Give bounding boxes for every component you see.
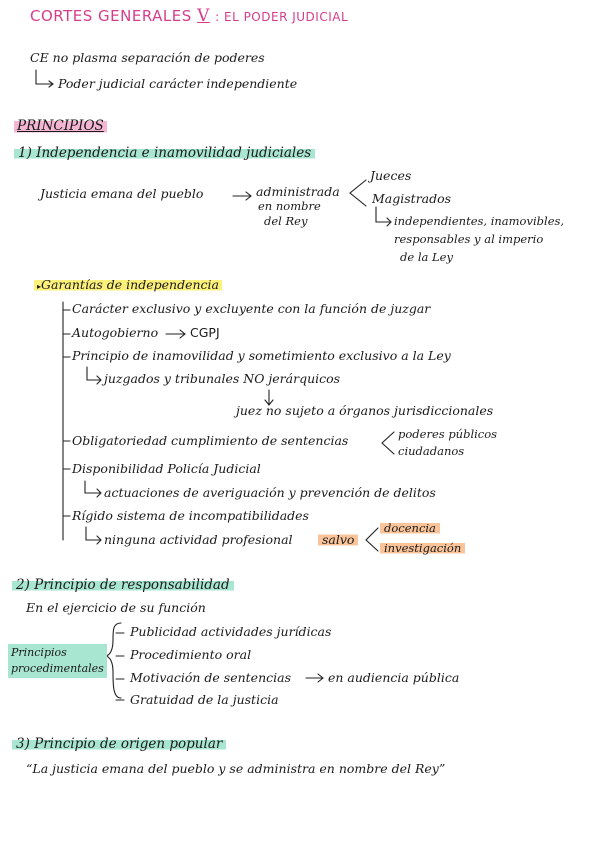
ejercicio-text: En el ejercicio de su función	[26, 600, 206, 615]
ninguna-text: ninguna actividad profesional	[104, 532, 293, 547]
independientes-line-1: independientes, inamovibles,	[394, 214, 565, 228]
justicia-text: Justicia emana del pueblo	[40, 186, 204, 201]
proc-gratuidad: Gratuidad de la justicia	[130, 692, 279, 707]
ciudadanos-text: ciudadanos	[398, 444, 465, 458]
jueces-text: Jueces	[370, 168, 412, 183]
poderes-text: poderes públicos	[398, 427, 498, 441]
principios-title	[14, 118, 107, 134]
section-2-heading	[12, 577, 234, 593]
quote-text: “La justicia emana del pueblo y se administra en nombre del Rey”	[26, 761, 446, 776]
garantia-obligatoriedad: Obligatoriedad cumplimiento de sentencias	[72, 433, 349, 448]
intro-line-2: Poder judicial carácter independiente	[58, 76, 298, 91]
section-1-heading	[14, 145, 315, 161]
garantia-rigido: Rígido sistema de incompatibilidades	[72, 508, 309, 523]
investigacion-text	[380, 541, 465, 555]
administrada-text: administrada	[256, 184, 340, 199]
garantias-heading-label: Garantías de independencia	[41, 277, 219, 292]
page-title	[30, 6, 348, 26]
docencia-text	[380, 521, 440, 535]
proc-motivacion: Motivación de sentencias	[130, 670, 291, 685]
audiencia-text: en audiencia pública	[328, 670, 460, 685]
principios-label-line-2: procedimentales	[11, 662, 104, 675]
intro-line-1: CE no plasma separación de poderes	[30, 50, 265, 65]
garantia-principio: Principio de inamovilidad y sometimiento exclusivo a la Ley	[72, 348, 451, 363]
section-2-heading-text: 2) Principio de responsabilidad	[12, 577, 234, 593]
actuaciones-text: actuaciones de averiguación y prevención de delitos	[104, 485, 436, 500]
independientes-line-2: responsables y al imperio	[394, 232, 544, 246]
docencia-label: docencia	[380, 521, 440, 535]
principios-label-line-1: Principios	[11, 646, 67, 659]
salvo-text	[318, 532, 358, 547]
title-roman-numeral: V	[197, 6, 210, 26]
garantias-heading-text: ▸Garantías de independencia	[34, 277, 222, 292]
proc-procedimiento-oral: Procedimiento oral	[130, 647, 252, 662]
principios-title-text: PRINCIPIOS	[14, 118, 107, 134]
section-1-heading-text: 1) Independencia e inamovilidad judiciales	[14, 145, 315, 161]
cgpj-text: CGPJ	[190, 325, 220, 340]
title-rest: : EL PODER JUDICIAL	[215, 10, 349, 24]
garantias-heading	[34, 277, 222, 292]
independientes-line-3: de la Ley	[400, 250, 453, 264]
principios-procedimentales-label	[8, 644, 107, 678]
proc-publicidad: Publicidad actividades jurídicas	[130, 624, 332, 639]
garantia-caracter: Carácter exclusivo y excluyente con la función de juzgar	[72, 301, 431, 316]
del-rey-text: del Rey	[264, 214, 308, 228]
investigacion-label: investigación	[380, 541, 465, 555]
garantia-autogobierno: Autogobierno	[72, 325, 159, 340]
section-3-heading-text: 3) Principio de origen popular	[12, 736, 226, 752]
title-main: CORTES GENERALES	[30, 7, 192, 25]
juzgados-text: juzgados y tribunales NO jerárquicos	[104, 371, 341, 386]
section-3-heading	[12, 736, 226, 752]
salvo-label: salvo	[318, 532, 358, 547]
garantia-disponibilidad: Disponibilidad Policía Judicial	[72, 461, 261, 476]
en-nombre-text: en nombre	[258, 199, 321, 213]
juez-text: juez no sujeto a órganos jurisdiccionales	[236, 403, 494, 418]
magistrados-text: Magistrados	[372, 191, 452, 206]
